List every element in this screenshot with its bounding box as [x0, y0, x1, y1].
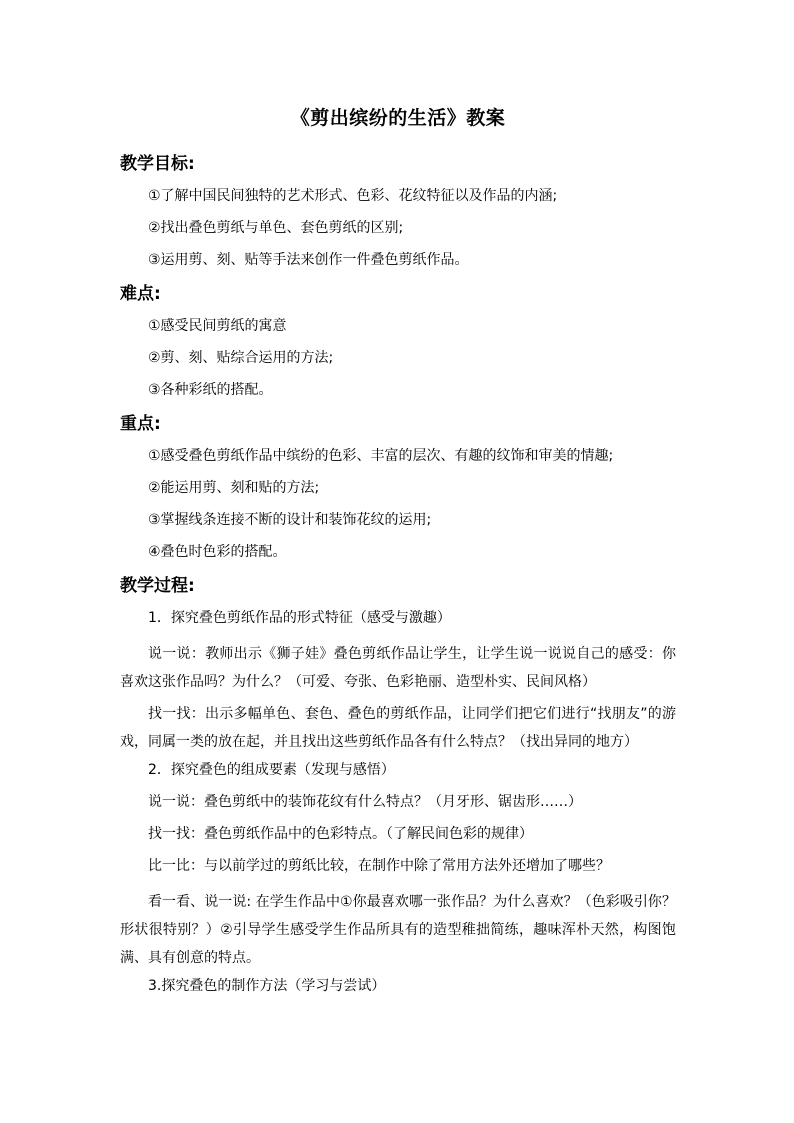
section-heading-process: 教学过程:	[120, 576, 195, 596]
goal-item: ②找出叠色剪纸与单色、套色剪纸的区别;	[148, 220, 404, 236]
difficulty-item: ①感受民间剪纸的寓意	[148, 318, 287, 334]
process-paragraph: 找一找：叠色剪纸作品中的色彩特点。（了解民间色彩的规律）	[148, 826, 533, 842]
document-title: 《剪出缤纷的生活》教案	[290, 107, 506, 129]
goal-item: ①了解中国民间独特的艺术形式、色彩、花纹特征以及作品的内涵;	[148, 188, 558, 204]
process-paragraph: 看一看、说一说: 在学生作品中①你最喜欢哪一张作品？为什么喜欢？（色彩吸引你？形状很特别？）②引导学生感受学生作品所具有的造型稚拙简练，趣味浑朴天然，构图饱满、具有创意的特点。	[120, 894, 676, 966]
process-paragraph: 说一说：叠色剪纸中的装饰花纹有什么特点？（月牙形、锯齿形……）	[148, 794, 582, 810]
keypoint-item: ①感受叠色剪纸作品中缤纷的色彩、丰富的层次、有趣的纹饰和审美的情趣;	[148, 448, 614, 464]
process-step-heading: 3.探究叠色的制作方法（学习与尝试）	[148, 978, 386, 994]
process-paragraph: 比一比：与以前学过的剪纸比较，在制作中除了常用方法外还增加了哪些？	[148, 858, 610, 874]
difficulty-item: ②剪、刻、贴综合运用的方法;	[148, 350, 334, 366]
keypoints-list	[120, 446, 676, 562]
process-paragraph: 找一找：出示多幅单色、套色、叠色的剪纸作品，让同学们把它们进行“找朋友”的游戏，同属一类的放在起，并且找出这些剪纸作品各有什么特点？（找出异同的地方）	[120, 706, 676, 750]
keypoint-item: ②能运用剪、刻和贴的方法;	[148, 480, 320, 496]
process-step-heading: 1．探究叠色剪纸作品的形式特征（感受与激趣）	[148, 610, 451, 626]
section-heading-keypoints: 重点:	[120, 414, 161, 434]
process-body	[120, 608, 676, 996]
goal-item: ③运用剪、刻、贴等手法来创作一件叠色剪纸作品。	[148, 252, 469, 268]
process-step-heading: 2．探究叠色的组成要素（发现与感悟）	[148, 762, 395, 778]
keypoint-item: ③掌握线条连接不断的设计和装饰花纹的运用;	[148, 512, 432, 528]
section-heading-difficulties: 难点:	[120, 284, 161, 304]
keypoint-item: ④叠色时色彩的搭配。	[148, 544, 287, 560]
process-paragraph: 说一说：教师出示《狮子娃》叠色剪纸作品让学生，让学生说一说说自己的感受：你喜欢这张作品吗？为什么？（可爱、夸张、色彩艳丽、造型朴实、民间风格）	[120, 646, 676, 690]
difficulties-list	[120, 316, 676, 400]
section-heading-goals: 教学目标:	[120, 154, 195, 174]
difficulty-item: ③各种彩纸的搭配。	[148, 382, 273, 398]
goals-list	[120, 186, 676, 270]
